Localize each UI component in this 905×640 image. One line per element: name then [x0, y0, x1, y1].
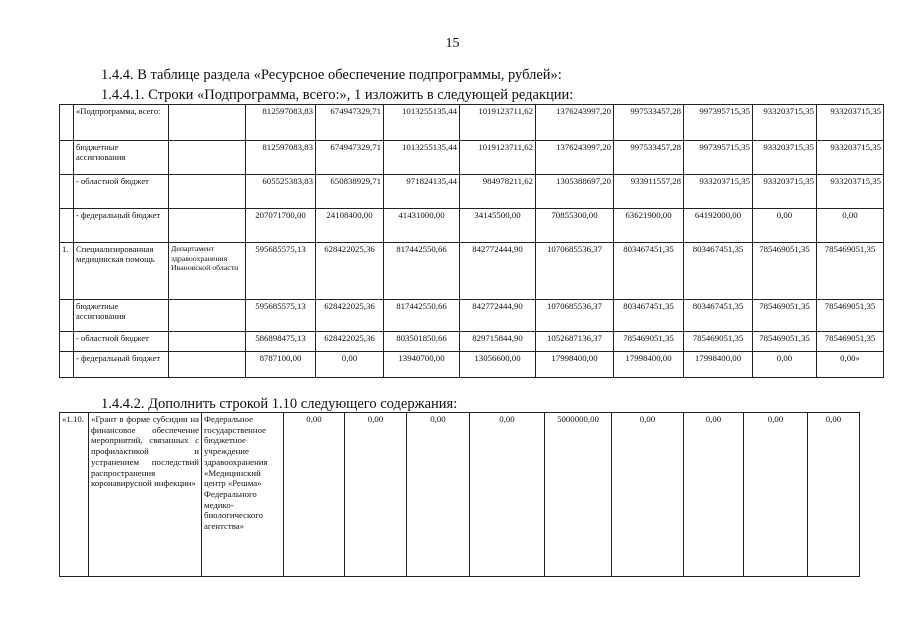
row-executor [169, 300, 246, 332]
table-cell: 41431000,00 [384, 209, 460, 243]
table-cell: 0,00 [470, 413, 545, 577]
table-cell: 785469051,35 [817, 300, 884, 332]
table-cell: 1376243997,20 [536, 105, 614, 141]
table-cell: 785469051,35 [614, 332, 684, 352]
table-cell: 674947329,71 [316, 105, 384, 141]
row-number [60, 105, 74, 141]
table-cell: 842772444,90 [460, 243, 536, 300]
table-cell: 0,00 [612, 413, 684, 577]
table-cell: 605525383,83 [246, 175, 316, 209]
table-cell: 628422025,36 [316, 300, 384, 332]
table-cell: 1376243997,20 [536, 141, 614, 175]
subsection-heading: 1.4.4.1. Строки «Подпрограмма, всего:», 1 изложить в следующей редакции: [101, 87, 574, 103]
table-cell: 0,00» [817, 352, 884, 378]
table-cell: 812597083,83 [246, 141, 316, 175]
table-cell: 803467451,35 [684, 243, 753, 300]
table-row [60, 209, 884, 243]
table-cell: 933203715,35 [817, 105, 884, 141]
table-cell: 650838929,71 [316, 175, 384, 209]
table-cell: 17998400,00 [536, 352, 614, 378]
table-cell: 817442550,66 [384, 243, 460, 300]
row-name: бюджетные ассигнования [74, 300, 169, 332]
table-cell: 1019123711,62 [460, 105, 536, 141]
table-cell: 13940700,00 [384, 352, 460, 378]
table-cell: 64192000,00 [684, 209, 753, 243]
table-row [60, 413, 860, 577]
row-name: «Грант в форме субсидии на финансовое обеспечение мероприятий, связанных с профилактикой и устранением последствий распространения коронавирусной инфекции» [89, 413, 202, 577]
table-cell: 1013255135,44 [384, 141, 460, 175]
row-executor [169, 105, 246, 141]
table-cell: 933203715,35 [817, 141, 884, 175]
row-executor [169, 352, 246, 378]
table-row [60, 175, 884, 209]
table-cell: 785469051,35 [684, 332, 753, 352]
table-cell: 0,00 [407, 413, 470, 577]
table-cell: 207071700,00 [246, 209, 316, 243]
table-cell: 0,00 [316, 352, 384, 378]
section-heading: 1.4.4. В таблице раздела «Ресурсное обеспечение подпрограммы, рублей»: [101, 67, 562, 83]
row-executor [169, 209, 246, 243]
row-number: 1. [60, 243, 74, 300]
table-cell: 628422025,36 [316, 332, 384, 352]
row-number [60, 141, 74, 175]
row-executor: Федеральное государственное бюджетное учреждение здравоохранения «Медицинский центр «Решма» Федерального медико-биологического агентства» [202, 413, 284, 577]
table-cell: 8787100,00 [246, 352, 316, 378]
row-name: «Подпрограмма, всего: [74, 105, 169, 141]
table-cell: 24108400,00 [316, 209, 384, 243]
table-cell: 70855300,00 [536, 209, 614, 243]
table-cell: 785469051,35 [817, 243, 884, 300]
table-cell: 933203715,35 [753, 175, 817, 209]
row-number [60, 175, 74, 209]
table-cell: 13056600,00 [460, 352, 536, 378]
table-cell: 0,00 [817, 209, 884, 243]
table-cell: 0,00 [284, 413, 345, 577]
table-cell: 803467451,35 [614, 300, 684, 332]
table-cell: 17998400,00 [614, 352, 684, 378]
row-name: - федеральный бюджет [74, 352, 169, 378]
row-number [60, 300, 74, 332]
table-cell: 933203715,35 [753, 141, 817, 175]
table-cell: 803501850,66 [384, 332, 460, 352]
table-cell: 812597083,83 [246, 105, 316, 141]
table-cell: 933203715,35 [817, 175, 884, 209]
table-row [60, 352, 884, 378]
table-cell: 803467451,35 [614, 243, 684, 300]
row-executor [169, 141, 246, 175]
row-name: - федеральный бюджет [74, 209, 169, 243]
table-cell: 0,00 [744, 413, 808, 577]
row-number: «1.10. [60, 413, 89, 577]
row-executor [169, 175, 246, 209]
row-name: - областной бюджет [74, 332, 169, 352]
table-cell: 785469051,35 [753, 243, 817, 300]
resource-table [59, 104, 884, 378]
table-cell: 971824135,44 [384, 175, 460, 209]
table-cell: 997533457,28 [614, 141, 684, 175]
table-cell: 595685575,13 [246, 300, 316, 332]
table-cell: 817442550,66 [384, 300, 460, 332]
table-cell: 63621900,00 [614, 209, 684, 243]
table-row [60, 141, 884, 175]
table-cell: 0,00 [753, 209, 817, 243]
table-cell: 1019123711,62 [460, 141, 536, 175]
table-cell: 984978211,62 [460, 175, 536, 209]
table-row [60, 105, 884, 141]
table-cell: 17998400,00 [684, 352, 753, 378]
table-cell: 586898475,13 [246, 332, 316, 352]
table-cell: 842772444,90 [460, 300, 536, 332]
row-number [60, 332, 74, 352]
row-name: бюджетные ассигнования [74, 141, 169, 175]
table-cell: 803467451,35 [684, 300, 753, 332]
table-cell: 829715844,90 [460, 332, 536, 352]
new-row-table [59, 412, 860, 577]
table-cell: 0,00 [753, 352, 817, 378]
table-cell: 997395715,35 [684, 141, 753, 175]
table-cell: 933203715,35 [684, 175, 753, 209]
table-cell: 1070685536,37 [536, 243, 614, 300]
table-cell: 933203715,35 [753, 105, 817, 141]
page-number: 15 [445, 36, 460, 51]
table-cell: 1070685536,37 [536, 300, 614, 332]
table-row [60, 332, 884, 352]
row-name: - областной бюджет [74, 175, 169, 209]
row-executor [169, 332, 246, 352]
table-cell: 0,00 [345, 413, 407, 577]
subsection-heading: 1.4.4.2. Дополнить строкой 1.10 следующего содержания: [101, 396, 458, 412]
table-cell: 1013255135,44 [384, 105, 460, 141]
row-name: Специализированная медицинская помощь [74, 243, 169, 300]
table-cell: 785469051,35 [753, 332, 817, 352]
table-row [60, 300, 884, 332]
table-cell: 595685575,13 [246, 243, 316, 300]
table-cell: 674947329,71 [316, 141, 384, 175]
table-cell: 785469051,35 [753, 300, 817, 332]
table-cell: 785469051,35 [817, 332, 884, 352]
table-cell: 0,00 [684, 413, 744, 577]
table-cell: 34145500,00 [460, 209, 536, 243]
table-cell: 0,00 [808, 413, 860, 577]
table-cell: 1052687136,37 [536, 332, 614, 352]
table-cell: 933911557,28 [614, 175, 684, 209]
table-cell: 5000000,00 [545, 413, 612, 577]
table-row [60, 243, 884, 300]
table-cell: 997533457,28 [614, 105, 684, 141]
row-number [60, 209, 74, 243]
table-cell: 628422025,36 [316, 243, 384, 300]
row-number [60, 352, 74, 378]
row-executor: Департамент здравоохранения Ивановской области [169, 243, 246, 300]
table-cell: 1305388697,20 [536, 175, 614, 209]
table-cell: 997395715,35 [684, 105, 753, 141]
